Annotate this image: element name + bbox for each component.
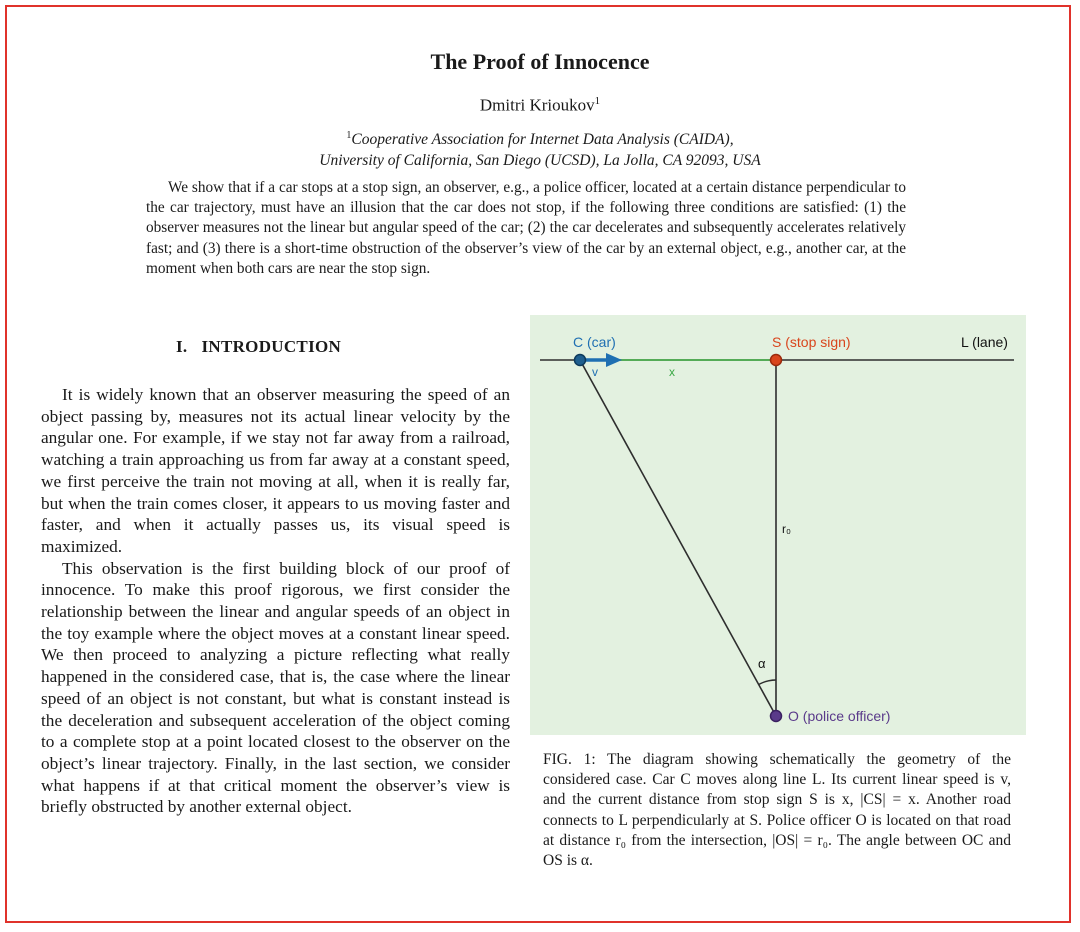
label-officer: O (police officer) xyxy=(788,708,891,724)
author-affil-mark: 1 xyxy=(594,95,601,107)
alpha-arc xyxy=(759,680,776,685)
label-x: x xyxy=(669,365,675,379)
paragraph-2: This observation is the first building block of our proof of innocence. To make this proof rigorous, we first consider the relationship between the linear and angular speeds of an object in the toy example where the object moves at a constant linear speed. We then proceed to analyzing a picture reflecting what really happened in the considered case, that is, the case where the linear speed of an object is not constant, but what is constant instead is the deceleration and subsequent acceleration of the object coming to a complete stop at a point located closest to the observer on the object’s linear trajectory. Finally, in the last section, we consider what happens if at that critical moment the observer’s view is briefly obstructed by another external object. xyxy=(41,558,510,817)
affiliation xyxy=(0,125,1080,171)
paragraph-1: It is widely known that an observer measuring the speed of an object passing by, measures not its actual linear velocity by the angular one. For example, if we stay not far away from a railroad, watching a train approaching us from far away at a constant speed, we first perceive the train not moving at all, when it is really far, but when the train comes closer, it appears to us moving faster and faster, and when it actually passes us, its visual speed is maximized. xyxy=(41,385,510,556)
velocity-arrowhead xyxy=(606,353,622,367)
paper-title: The Proof of Innocence xyxy=(430,49,650,74)
section-number: I. xyxy=(176,337,188,356)
affil-mark: 1 xyxy=(346,130,352,141)
affiliation-text-1: Cooperative Association for Internet Data Analysis (CAIDA), xyxy=(351,131,734,149)
abstract: We show that if a car stops at a stop sign, an observer, e.g., a police officer, located at a certain distance perpendicular to the car trajectory, must have an illusion that the car does not stop, if the following three conditions are satisfied: (1) the observer measures not the linear but angular speed of the car; (2) the car decelerates and subsequently accelerates relatively fast; and (3) there is a short-time obstruction of the observer’s view of the car by an external object, e.g., another car, at the moment when both cars are near the stop sign. xyxy=(146,179,906,277)
car-point xyxy=(575,355,586,366)
officer-point xyxy=(771,711,782,722)
label-r0: r₀ xyxy=(782,522,791,536)
body-text xyxy=(41,384,510,818)
author-line xyxy=(0,95,1080,116)
label-alpha: α xyxy=(758,656,766,671)
label-lane: L (lane) xyxy=(961,334,1008,350)
figure-diagram xyxy=(530,315,1026,735)
affiliation-line-1 xyxy=(0,125,1080,150)
label-v: v xyxy=(592,365,598,379)
label-car: C (car) xyxy=(573,334,616,350)
author-name: Dmitri Krioukov xyxy=(479,95,595,115)
section-title: INTRODUCTION xyxy=(201,337,342,356)
geometry-diagram xyxy=(530,315,1026,735)
segment-oc xyxy=(580,360,776,716)
label-stop-sign: S (stop sign) xyxy=(772,334,851,350)
section-heading xyxy=(176,337,341,357)
figure-caption: FIG. 1: The diagram showing schematically the geometry of the considered case. Car C moves along line L. Its current linear speed is v, and the current distance from stop sign S is x, |CS| = x. Another road connects to L perpendicularly at S. Police officer O is located on that road at distance r₀ from the intersection, |OS| = r₀. The angle between OC and OS is α. xyxy=(543,751,1011,870)
affiliation-line-2: University of California, San Diego (UCSD), La Jolla, CA 92093, USA xyxy=(319,152,761,170)
stop-sign-point xyxy=(771,355,782,366)
